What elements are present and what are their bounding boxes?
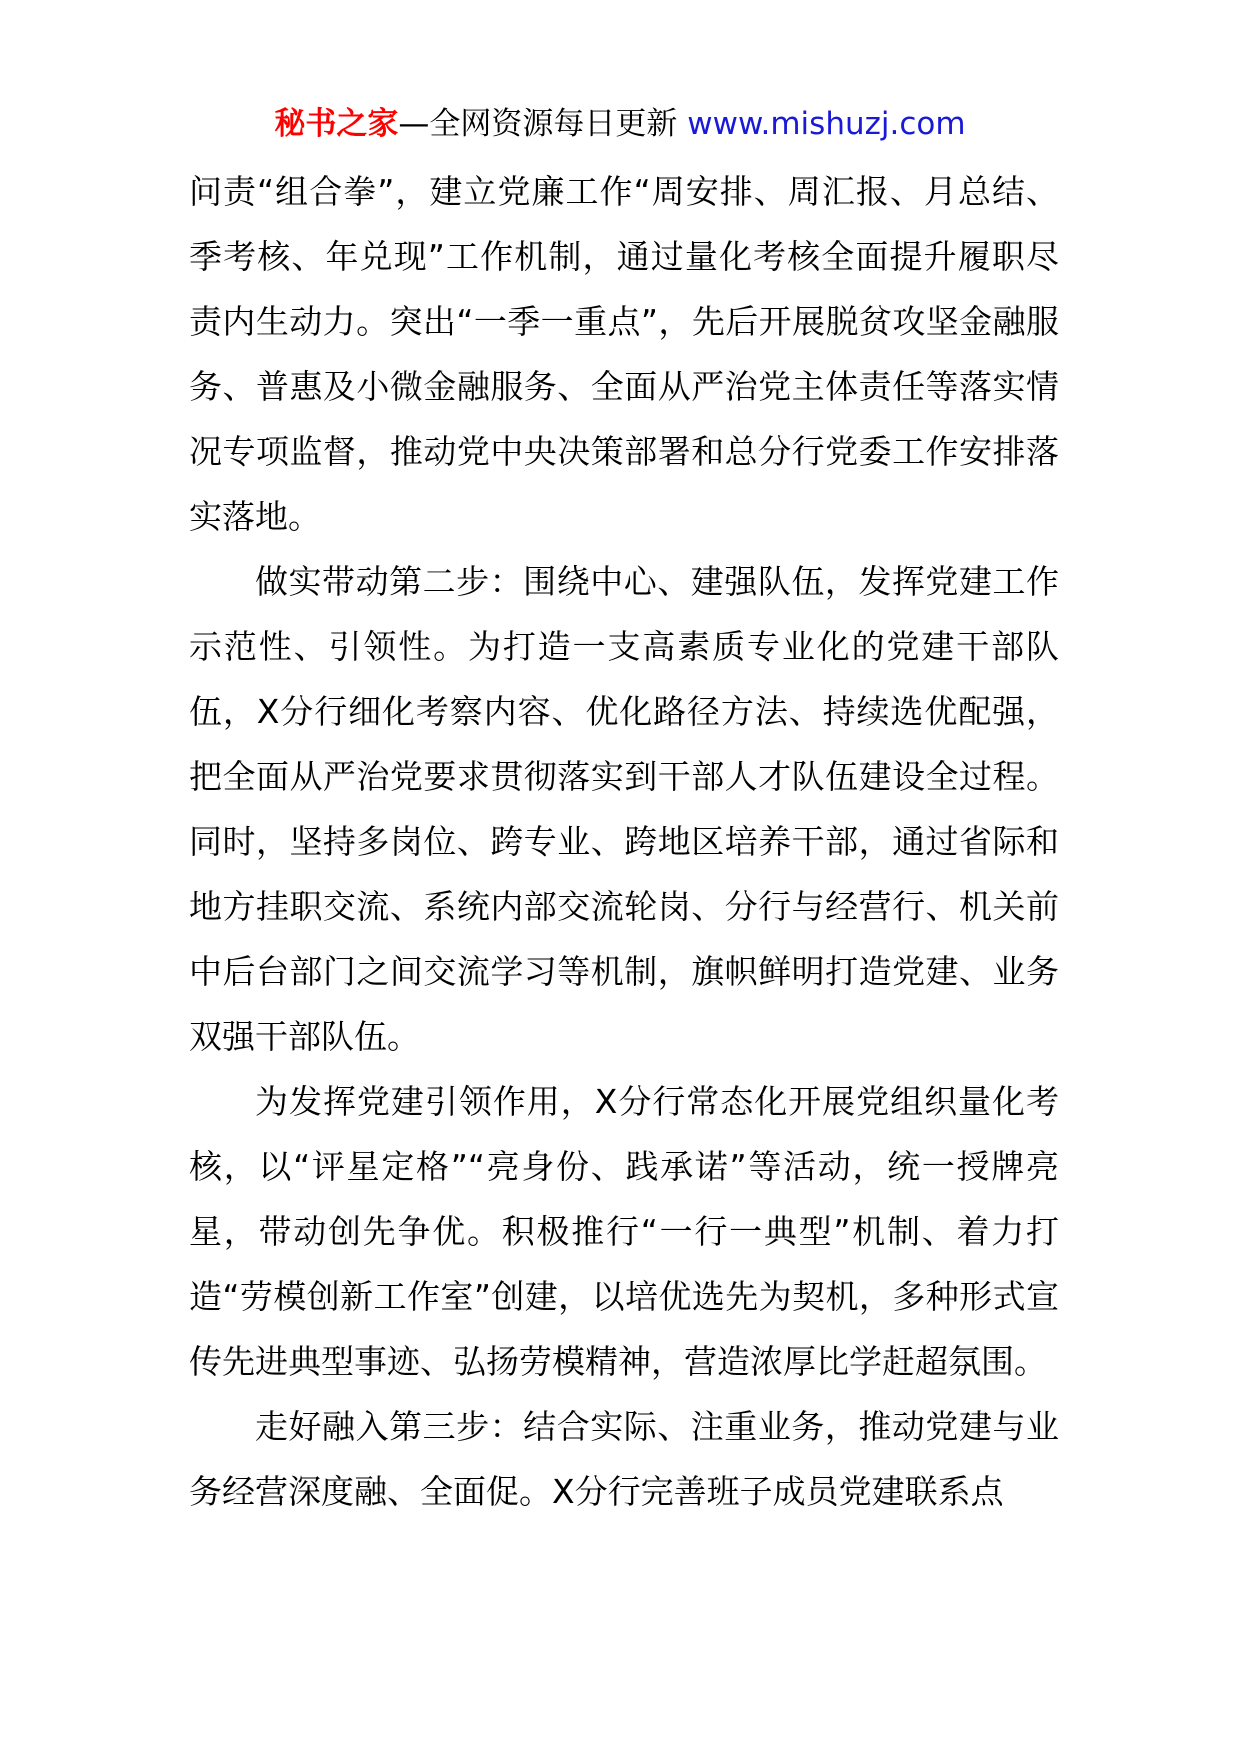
paragraph: 做实带动第二步：围绕中心、建强队伍，发挥党建工作示范性、引领性。为打造一支高素质专业化的党建干部队伍，X分行细化考察内容、优化路径方法、持续选优配强，把全面从严治党要求贯彻落实到干部人才队伍建设全过程。同时，坚持多岗位、跨专业、跨地区培养干部，通过省际和地方挂职交流、系统内部交流轮岗、分行与经营行、机关前中后台部门之间交流学习等机制，旗帜鲜明打造党建、业务双强干部队伍。	[189, 562, 1059, 1056]
document-body	[189, 159, 1059, 1524]
paragraph: 走好融入第三步：结合实际、注重业务，推动党建与业务经营深度融、全面促。X分行完善班子成员党建联系点	[189, 1407, 1059, 1511]
header-url-link[interactable]: www.mishuzj.com	[687, 106, 966, 142]
paragraph: 为发挥党建引领作用，X分行常态化开展党组织量化考核，以“评星定格”“亮身份、践承诺”等活动，统一授牌亮星，带动创先争优。积极推行“一行一典型”机制、着力打造“劳模创新工作室”创建，以培优选先为契机，多种形式宣传先进典型事迹、弘扬劳模精神，营造浓厚比学赶超氛围。	[189, 1082, 1059, 1381]
header-tagline: —全网资源每日更新	[398, 106, 688, 142]
brand-name: 秘书之家	[274, 106, 399, 142]
paragraph: 问责“组合拳”，建立党廉工作“周安排、周汇报、月总结、季考核、年兑现”工作机制，通过量化考核全面提升履职尽责内生动力。突出“一季一重点”，先后开展脱贫攻坚金融服务、普惠及小微金融服务、全面从严治党主体责任等落实情况专项监督，推动党中央决策部署和总分行党委工作安排落实落地。	[189, 172, 1059, 536]
page-header	[0, 98, 1240, 150]
